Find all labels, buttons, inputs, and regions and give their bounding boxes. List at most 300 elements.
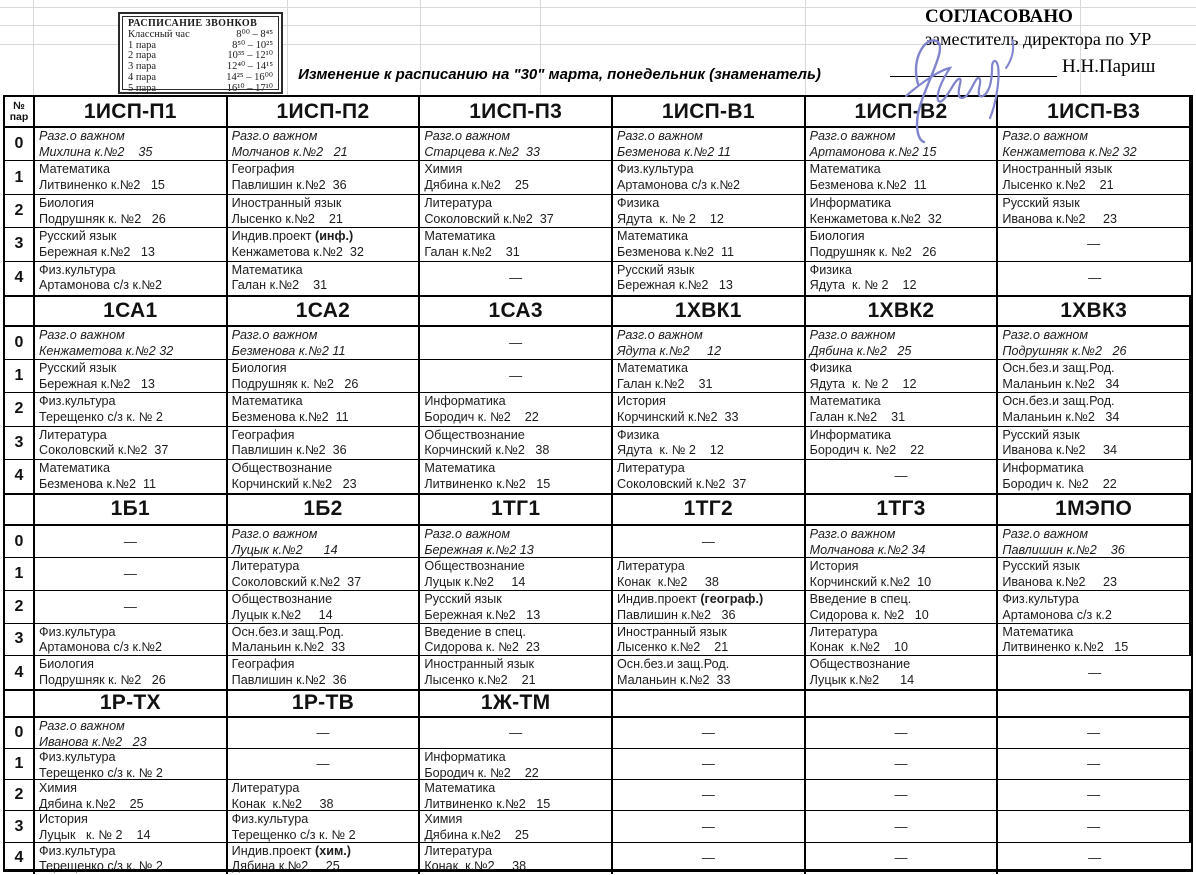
group-header: 1ХВК1 (613, 297, 806, 327)
lesson-cell (35, 749, 228, 780)
teacher: Маланьин к.№2 33 (231, 640, 346, 655)
subject: Русский язык (1002, 195, 1080, 210)
teacher: Подрушняк к.№2 26 (1002, 343, 1127, 358)
teacher: Подрушняк к. №2 26 (39, 673, 166, 688)
subject: Биология (231, 361, 287, 376)
subject: Математика (809, 162, 881, 177)
period-number: 3 (5, 228, 35, 261)
subject: История (617, 394, 666, 409)
subject: Разг.о важном (424, 526, 511, 541)
teacher: Бережная к.№2 13 (424, 542, 534, 557)
table-section (5, 689, 1191, 874)
subject: Иностранный язык (424, 657, 535, 672)
lesson-cell (806, 195, 999, 228)
corner-header (5, 691, 35, 718)
approval-name: Н.Н.Париш (1062, 56, 1156, 77)
teacher: Ядута к. № 2 12 (809, 278, 917, 293)
empty-cell: — (1088, 270, 1102, 286)
lesson-cell (228, 228, 421, 261)
group-header: 1СА2 (228, 297, 421, 327)
subject: География (231, 427, 295, 442)
bell-time: 16¹⁰ – 17¹⁰ (226, 82, 273, 94)
teacher: Литвиненко к.№2 15 (424, 797, 551, 812)
empty-cell: — (1088, 664, 1102, 680)
subject: Разг.о важном (617, 129, 703, 143)
teacher: Бородич к. №2 22 (424, 410, 539, 425)
lesson-cell (35, 427, 228, 460)
group-header: 1ИСП-П1 (35, 97, 228, 128)
subject: Разг.о важном (1002, 526, 1089, 541)
teacher: Лысенко к.№2 21 (617, 640, 729, 655)
subject: Биология (39, 195, 94, 210)
lesson-cell (35, 327, 228, 360)
subject: Разг.о важном (809, 129, 896, 143)
empty-cell: — (806, 460, 999, 493)
teacher: Павлишин к.№2 36 (231, 443, 347, 458)
group-header (998, 691, 1191, 718)
teacher: Литвиненко к.№2 15 (1002, 640, 1129, 655)
lesson-cell (228, 460, 421, 493)
period-number: 0 (5, 718, 35, 749)
teacher: Луцык к.№2 14 (231, 542, 338, 557)
lesson-cell (35, 843, 228, 874)
subject: Математика (617, 229, 688, 244)
bell-schedule-box (118, 12, 283, 94)
subject: Химия (424, 812, 463, 827)
bell-time: 14²⁵ – 16⁰⁰ (226, 71, 273, 83)
lesson-cell (420, 656, 613, 689)
bell-label: Классный час (128, 28, 190, 40)
lesson-cell (998, 526, 1191, 559)
subject: Литература (39, 427, 107, 442)
subject: Математика (809, 394, 881, 409)
teacher: Лысенко к.№2 21 (424, 673, 536, 688)
teacher: Бережная к.№2 13 (617, 278, 733, 293)
lesson-cell (228, 161, 421, 194)
lesson-cell (420, 128, 613, 161)
teacher: Безменова к.№2 11 (39, 476, 157, 491)
subject: Литература (617, 559, 685, 574)
subject: Математика (424, 229, 496, 244)
lesson-cell (613, 195, 806, 228)
table-section (5, 295, 1191, 493)
subject: Индив.проект (хим.) (231, 843, 351, 858)
group-header: 1Б1 (35, 495, 228, 526)
subject: Физика (809, 361, 852, 376)
subject: Математика (231, 394, 303, 409)
teacher: Молчанова к.№2 34 (809, 542, 926, 557)
teacher: Дябина к.№2 25 (809, 343, 912, 358)
lesson-cell (228, 327, 421, 360)
teacher: Лысенко к.№2 21 (231, 211, 343, 226)
page-title: Изменение к расписанию на "30" марта, понедельник (знаменатель) (298, 66, 821, 83)
teacher: Кенжаметова к.№2 32 (39, 343, 174, 358)
subject: Биология (39, 657, 94, 672)
lesson-cell (228, 624, 421, 657)
lesson-cell (228, 591, 421, 624)
teacher: Кенжаметова к.№2 32 (231, 244, 364, 259)
subject: Разг.о важном (231, 526, 318, 541)
lesson-cell (613, 624, 806, 657)
teacher: Луцык к.№2 14 (231, 607, 333, 622)
empty-cell: — (228, 749, 421, 780)
teacher: Литвиненко к.№2 15 (39, 178, 165, 193)
lesson-cell (420, 811, 613, 842)
subject: Математика (231, 262, 303, 277)
lesson-cell (613, 262, 806, 295)
empty-cell: — (806, 843, 999, 874)
bell-row (128, 84, 273, 95)
subject: Русский язык (617, 262, 695, 277)
lesson-cell (806, 427, 999, 460)
subject: Обществознание (424, 427, 525, 442)
subject: Обществознание (231, 592, 333, 607)
lesson-cell (613, 327, 806, 360)
empty-cell: — (1088, 850, 1102, 866)
subject: Информатика (424, 750, 506, 765)
lesson-cell (228, 393, 421, 426)
empty-cell: — (806, 749, 999, 780)
lesson-cell (806, 360, 999, 393)
teacher: Корчинский к.№2 23 (231, 476, 357, 491)
empty-cell: — (35, 558, 228, 591)
subject: Физика (617, 427, 660, 442)
teacher: Иванова к.№2 23 (1002, 211, 1117, 226)
subject: Физ.культура (617, 162, 694, 177)
empty-cell: — (998, 718, 1191, 749)
lesson-cell (613, 460, 806, 493)
bell-time: 8⁰⁰ – 8⁴⁵ (236, 28, 273, 40)
empty-cell: — (35, 526, 228, 559)
lesson-cell (806, 526, 999, 559)
lesson-cell (420, 749, 613, 780)
lesson-cell (998, 460, 1191, 493)
lesson-cell (806, 161, 999, 194)
lesson-cell (998, 195, 1191, 228)
lesson-cell (228, 195, 421, 228)
lesson-cell (613, 360, 806, 393)
lesson-cell (613, 161, 806, 194)
schedule-table (3, 95, 1193, 872)
subject: Разг.о важном (231, 327, 318, 342)
teacher: Павлишин к.№2 36 (617, 607, 736, 622)
period-number: 4 (5, 262, 35, 295)
subject: Физика (617, 195, 660, 210)
bell-label: 1 пара (128, 39, 157, 51)
period-number: 1 (5, 360, 35, 393)
teacher: Кенжаметова к.№2 32 (809, 211, 942, 226)
teacher: Артамонова с/з к.2 (1002, 607, 1112, 622)
bell-time: 12⁴⁰ – 14¹⁵ (226, 61, 273, 73)
lesson-cell (35, 624, 228, 657)
bell-time: 10³⁵ – 12¹⁰ (227, 50, 273, 62)
lesson-cell (35, 228, 228, 261)
lesson-cell (420, 843, 613, 874)
empty-cell: — (613, 780, 806, 811)
subject: Разг.о важном (39, 129, 125, 143)
teacher: Терещенко с/з к. № 2 (39, 410, 163, 425)
lesson-cell (998, 427, 1191, 460)
bell-label: 2 пара (128, 50, 157, 62)
group-header (806, 691, 999, 718)
teacher: Бородич к. №2 22 (809, 443, 925, 458)
lesson-cell (228, 128, 421, 161)
subject: Иностранный язык (231, 195, 342, 210)
period-number: 3 (5, 427, 35, 460)
teacher: Корчинский к.№2 10 (809, 575, 932, 590)
teacher: Маланьин к.№2 34 (1002, 376, 1120, 391)
subject: Разг.о важном (1002, 129, 1089, 143)
subject: Русский язык (1002, 559, 1080, 574)
period-number: 0 (5, 327, 35, 360)
group-header: 1ИСП-В2 (806, 97, 999, 128)
period-number: 4 (5, 460, 35, 493)
group-header (613, 691, 806, 718)
period-number: 4 (5, 843, 35, 874)
subject: Математика (39, 162, 110, 177)
teacher: Конак к.№2 38 (617, 575, 719, 590)
group-header: 1СА3 (420, 297, 613, 327)
empty-cell: — (613, 811, 806, 842)
teacher: Луцык к. № 2 14 (39, 828, 151, 843)
teacher: Соколовский к.№2 37 (39, 443, 169, 458)
group-header: 1ТГ1 (420, 495, 613, 526)
lesson-cell (228, 656, 421, 689)
lesson-cell (420, 780, 613, 811)
subject: Русский язык (1002, 427, 1080, 442)
subject: Обществознание (424, 559, 525, 574)
subject: Физ.культура (39, 624, 116, 639)
group-header: 1ИСП-В1 (613, 97, 806, 128)
lesson-cell (35, 811, 228, 842)
period-number: 2 (5, 393, 35, 426)
subject: Разг.о важном (809, 526, 896, 541)
bell-label: 5 пара (128, 82, 157, 94)
group-header: 1Ж-ТМ (420, 691, 613, 718)
group-header: 1Р-ТХ (35, 691, 228, 718)
teacher: Старцева к.№2 33 (424, 144, 540, 159)
empty-cell: — (806, 718, 999, 749)
empty-cell: — (998, 811, 1191, 842)
lesson-cell (228, 811, 421, 842)
lesson-cell (35, 128, 228, 161)
group-header: 1ИСП-П3 (420, 97, 613, 128)
teacher: Корчинский к.№2 33 (617, 410, 739, 425)
lesson-cell (806, 624, 999, 657)
lesson-cell (420, 460, 613, 493)
lesson-cell (806, 656, 999, 689)
teacher: Дябина к.№2 25 (39, 797, 144, 812)
teacher: Соколовский к.№2 37 (424, 211, 554, 226)
subject: Информатика (424, 394, 506, 409)
teacher: Терещенко с/з к. № 2 (39, 859, 163, 874)
teacher: Конак к.№2 38 (424, 859, 527, 874)
subject: Индив.проект (географ.) (617, 592, 764, 607)
subject: Разг.о важном (809, 327, 896, 342)
lesson-cell (35, 161, 228, 194)
lesson-cell (998, 161, 1191, 194)
empty-cell: — (420, 262, 613, 295)
lesson-cell (35, 780, 228, 811)
teacher: Терещенко с/з к. № 2 (231, 828, 356, 843)
teacher: Кенжаметова к.№2 32 (1002, 144, 1137, 159)
subject: Информатика (809, 195, 892, 210)
empty-cell: — (35, 591, 228, 624)
group-header: 1ИСП-П2 (228, 97, 421, 128)
subject: Химия (39, 781, 77, 796)
subject: Осн.без.и защ.Род. (617, 657, 730, 672)
signature-icon (888, 22, 1038, 144)
subject: География (231, 657, 295, 672)
bell-schedule-rows (128, 30, 273, 95)
teacher: Луцык к.№2 14 (424, 575, 526, 590)
group-header: 1Р-ТВ (228, 691, 421, 718)
bell-row (128, 30, 273, 41)
lesson-cell (228, 427, 421, 460)
lesson-cell (420, 393, 613, 426)
lesson-cell (420, 427, 613, 460)
teacher: Маланьин к.№2 34 (1002, 410, 1120, 425)
subject: Литература (617, 460, 685, 475)
subject: Разг.о важном (231, 129, 318, 143)
approval-role: заместитель директора по УР (925, 29, 1152, 49)
subject: Физ.культура (1002, 592, 1079, 607)
lesson-cell (35, 195, 228, 228)
period-number: 2 (5, 195, 35, 228)
subject: Физ.культура (39, 843, 116, 858)
period-number: 0 (5, 526, 35, 559)
subject: Введение в спец. (424, 624, 526, 639)
lesson-cell (613, 393, 806, 426)
period-number: 1 (5, 161, 35, 194)
empty-cell: — (228, 718, 421, 749)
empty-cell: — (998, 780, 1191, 811)
lesson-cell (228, 780, 421, 811)
empty-cell: — (806, 780, 999, 811)
empty-cell: — (806, 811, 999, 842)
teacher: Подрушняк к. №2 26 (809, 244, 937, 259)
subject: Математика (617, 361, 688, 376)
lesson-cell (35, 656, 228, 689)
subject: Математика (424, 781, 496, 796)
teacher: Безменова к.№2 11 (809, 178, 927, 193)
lesson-cell (228, 262, 421, 295)
teacher: Дябина к.№2 25 (424, 178, 529, 193)
period-number: 1 (5, 558, 35, 591)
teacher: Корчинский к.№2 38 (424, 443, 550, 458)
subject: Физ.культура (231, 812, 309, 827)
lesson-cell (998, 360, 1191, 393)
subject: Математика (39, 460, 110, 475)
teacher: Бородич к. №2 22 (424, 765, 539, 780)
teacher: Сидорова к. №2 10 (809, 607, 929, 622)
teacher: Иванова к.№2 34 (1002, 443, 1117, 458)
subject: Информатика (1002, 460, 1084, 475)
subject: Разг.о важном (424, 129, 511, 143)
subject: Обществознание (231, 460, 333, 475)
teacher: Иванова к.№2 23 (39, 734, 147, 749)
teacher: Дябина к.№2 25 (424, 828, 529, 843)
teacher: Конак к.№2 10 (809, 640, 908, 655)
subject: Разг.о важном (39, 718, 125, 733)
lesson-cell (613, 427, 806, 460)
teacher: Ядута к. № 2 12 (617, 211, 724, 226)
empty-cell: — (613, 749, 806, 780)
lesson-cell (998, 393, 1191, 426)
subject: Разг.о важном (1002, 327, 1089, 342)
bell-label: 3 пара (128, 61, 157, 73)
teacher: Павлишин к.№2 36 (1002, 542, 1125, 557)
teacher: Артамонова с/з к.№2 (39, 640, 163, 655)
empty-cell: — (613, 526, 806, 559)
teacher: Артамонова с/з к.№2 (617, 178, 741, 193)
subject: Русский язык (424, 592, 502, 607)
lesson-cell (998, 558, 1191, 591)
teacher: Безменова к.№2 11 (231, 410, 349, 425)
teacher: Бородич к. №2 22 (1002, 476, 1117, 491)
teacher: Галан к.№2 31 (424, 244, 520, 259)
teacher: Артамонова с/з к.№2 (39, 278, 163, 293)
subject: Физ.культура (39, 262, 116, 277)
teacher: Бережная к.№2 13 (39, 376, 155, 391)
teacher: Галан к.№2 31 (617, 376, 713, 391)
lesson-cell (228, 843, 421, 874)
teacher: Ядута к. № 2 12 (809, 376, 917, 391)
teacher: Маланьин к.№2 33 (617, 673, 731, 688)
group-header: 1МЭПО (998, 495, 1191, 526)
teacher: Молчанов к.№2 21 (231, 144, 348, 159)
subject: История (39, 812, 88, 827)
lesson-cell (806, 591, 999, 624)
teacher: Галан к.№2 31 (231, 278, 328, 293)
teacher: Подрушняк к. №2 26 (231, 376, 359, 391)
subject: Осн.без.и защ.Род. (1002, 361, 1115, 376)
subject: Литература (809, 624, 878, 639)
teacher: Артамонова к.№2 15 (809, 144, 937, 159)
subject: Иностранный язык (617, 624, 727, 639)
lesson-cell (806, 393, 999, 426)
lesson-cell (806, 228, 999, 261)
lesson-cell (613, 656, 806, 689)
lesson-cell (35, 460, 228, 493)
corner-header: № пар (5, 97, 35, 128)
lesson-cell (35, 262, 228, 295)
lesson-cell (806, 262, 999, 295)
lesson-cell (420, 558, 613, 591)
lesson-cell (420, 195, 613, 228)
empty-cell: — (420, 360, 613, 393)
subject: Химия (424, 162, 463, 177)
subject: Биология (809, 229, 865, 244)
teacher: Конак к.№2 38 (231, 797, 334, 812)
lesson-cell (806, 327, 999, 360)
teacher: Павлишин к.№2 36 (231, 178, 347, 193)
teacher: Бережная к.№2 13 (424, 607, 541, 622)
teacher: Терещенко с/з к. № 2 (39, 765, 163, 780)
group-header: 1СА1 (35, 297, 228, 327)
period-number: 3 (5, 624, 35, 657)
teacher: Безменова к.№2 11 (617, 244, 735, 259)
empty-cell: — (613, 843, 806, 874)
group-header: 1Б2 (228, 495, 421, 526)
subject: Физика (809, 262, 852, 277)
subject: Осн.без.и защ.Род. (1002, 394, 1115, 409)
period-number: 1 (5, 749, 35, 780)
lesson-cell (228, 558, 421, 591)
bell-label: 4 пара (128, 71, 157, 83)
subject: Литература (424, 843, 493, 858)
group-header: 1ХВК3 (998, 297, 1191, 327)
